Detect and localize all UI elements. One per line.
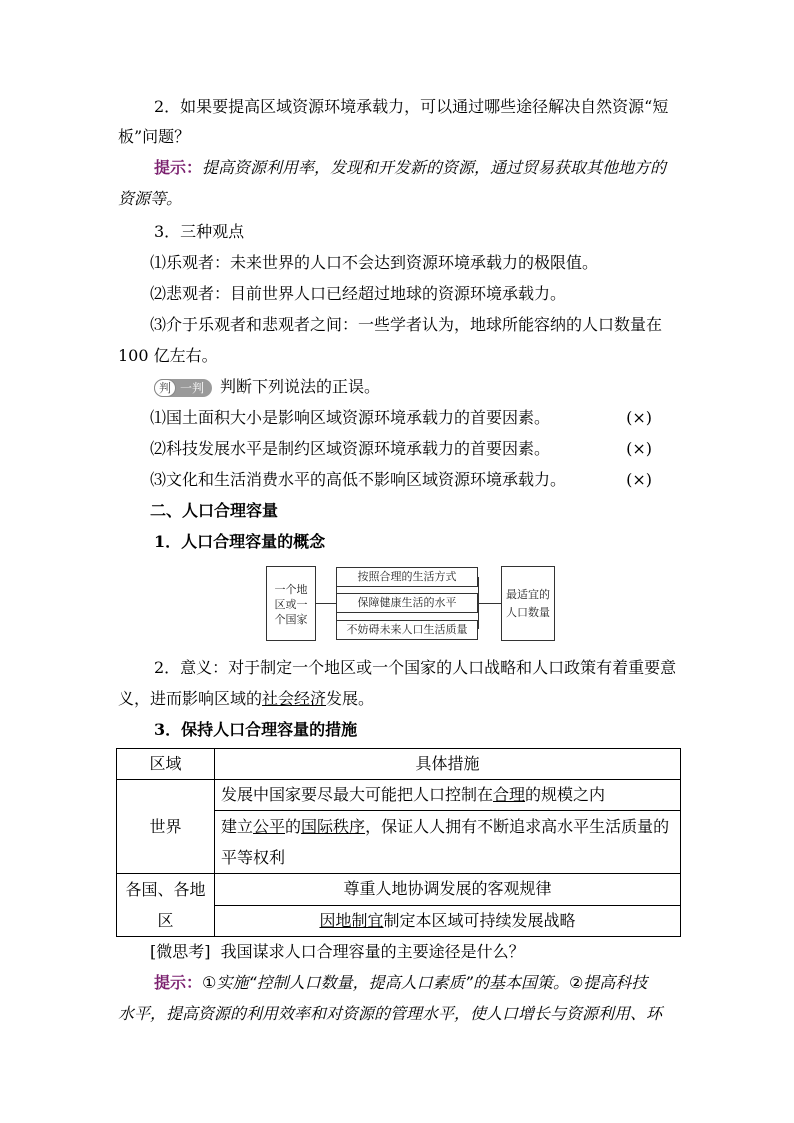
tip-text: 提高资源利用率，发现和开发新的资源，通过贸易获取其他地方的 [202, 158, 667, 177]
micro-think-label: [微思考] [150, 942, 211, 961]
diagram-mid-box: 保障健康生活的水平 [336, 593, 478, 613]
meaning-line1: 2．意义：对于制定一个地区或一个国家的人口战略和人口政策有着重要意 [154, 658, 677, 677]
section-2-title: 二、人口合理容量 [150, 501, 279, 520]
judge-badge [154, 379, 212, 397]
table-row [117, 780, 681, 811]
meaning-underlined: 社会经济 [262, 689, 327, 708]
diagram-mid-box: 按照合理的生活方式 [336, 567, 478, 587]
judge-intro-line [154, 376, 380, 398]
table-header-row [117, 749, 681, 780]
measure-cell [215, 780, 681, 811]
measures-table [116, 748, 681, 937]
tip-q2-line2: 资源等。 [118, 189, 183, 208]
measure-text: 的 [285, 817, 302, 836]
measure-text: 平等权利 [221, 848, 286, 867]
measure-underlined: 因地制宜 [319, 910, 384, 930]
judge-item-text: ⑵科技发展水平是制约区域资源环境承载力的首要因素。 [150, 439, 551, 458]
diagram-right-text: 最适宜的 [506, 588, 550, 601]
meaning-text: 发展。 [326, 689, 375, 708]
tip-q2-line1 [154, 157, 666, 179]
region-countries [117, 874, 215, 937]
judge-item [150, 407, 652, 429]
table-header-cell: 具体措施 [215, 749, 681, 780]
measure-text: ，保证人人拥有不断追求高水平生活质量的 [365, 817, 670, 836]
view-optimist: ⑴乐观者：未来世界的人口不会达到资源环境承载力的极限值。 [150, 253, 599, 272]
measure-text: 建立 [221, 817, 254, 836]
diagram-left-text: 区或一 [274, 598, 308, 611]
judge-item-text: ⑴国土面积大小是影响区域资源环境承载力的首要因素。 [150, 408, 551, 427]
diagram-right-box [501, 566, 555, 641]
measure-underlined: 公平 [253, 817, 286, 836]
judge-item [150, 469, 652, 491]
region-world: 世界 [117, 780, 215, 874]
diagram-mid-box: 不妨碍未来人口生活质量 [336, 620, 478, 640]
view-middle-line2: 100 亿左右。 [118, 346, 218, 365]
measure-cell [215, 905, 681, 937]
measure-text: 发展中国家要尽最大可能把人口控制在 [221, 785, 494, 804]
judge-badge-text: 一判 [180, 380, 205, 395]
meaning-text: 义，进而影响区域的 [118, 689, 263, 708]
region-text: 区 [157, 911, 174, 930]
view-pessimist: ⑵悲观者：目前世界人口已经超过地球的资源环境承载力。 [150, 284, 567, 303]
connector-line [478, 603, 501, 604]
connector-line [316, 603, 336, 604]
measure-underlined: 合理 [493, 785, 526, 804]
region-text: 各国、各地 [125, 880, 206, 899]
diagram-left-text: 一个地 [274, 583, 308, 596]
micro-think [150, 941, 525, 963]
judge-intro: 判断下列说法的正误。 [220, 377, 381, 396]
meaning-line2 [118, 688, 374, 710]
measures-heading: 3．保持人口合理容量的措施 [154, 720, 358, 739]
tip-label: 提示： [154, 158, 203, 177]
measure-cell: 尊重人地协调发展的客观规律 [215, 874, 681, 906]
question-2-line1: 2．如果要提高区域资源环境承载力，可以通过哪些途径解决自然资源“短 [154, 97, 669, 116]
think-tip-line1 [154, 972, 647, 994]
table-row [117, 874, 681, 906]
diagram-left-box [266, 566, 316, 641]
views-title: 3．三种观点 [154, 222, 245, 241]
measure-cell [215, 811, 681, 874]
diagram-right-text: 人口数量 [506, 606, 550, 619]
view-middle-line1: ⑶介于乐观者和悲观者之间：一些学者认为，地球所能容纳的人口数量在 [150, 315, 663, 334]
table-header-cell: 区域 [117, 749, 215, 780]
tip-text: ①实施“控制人口数量，提高人口素质”的基本国策。②提高科技 [202, 973, 648, 992]
judge-item-mark: (×) [626, 439, 652, 458]
micro-think-question: 我国谋求人口合理容量的主要途径是什么？ [220, 942, 525, 961]
judge-badge-char: 判 [154, 379, 176, 397]
measure-text: 制定本区域可持续发展战略 [383, 910, 576, 930]
measure-text: 的规模之内 [525, 785, 606, 804]
diagram-left-text: 个国家 [274, 613, 308, 626]
tip-label: 提示： [154, 973, 203, 992]
judge-item-mark: (×) [626, 408, 652, 427]
judge-item-mark: (×) [626, 470, 652, 489]
judge-item [150, 438, 652, 460]
think-tip-line2: 水平，提高资源的利用效率和对资源的管理水平，使人口增长与资源利用、环 [118, 1004, 663, 1023]
question-2-line2: 板”问题？ [118, 127, 191, 146]
measure-underlined: 国际秩序 [301, 817, 366, 836]
judge-item-text: ⑶文化和生活消费水平的高低不影响区域资源环境承载力。 [150, 470, 567, 489]
concept-heading: 1．人口合理容量的概念 [154, 532, 326, 551]
